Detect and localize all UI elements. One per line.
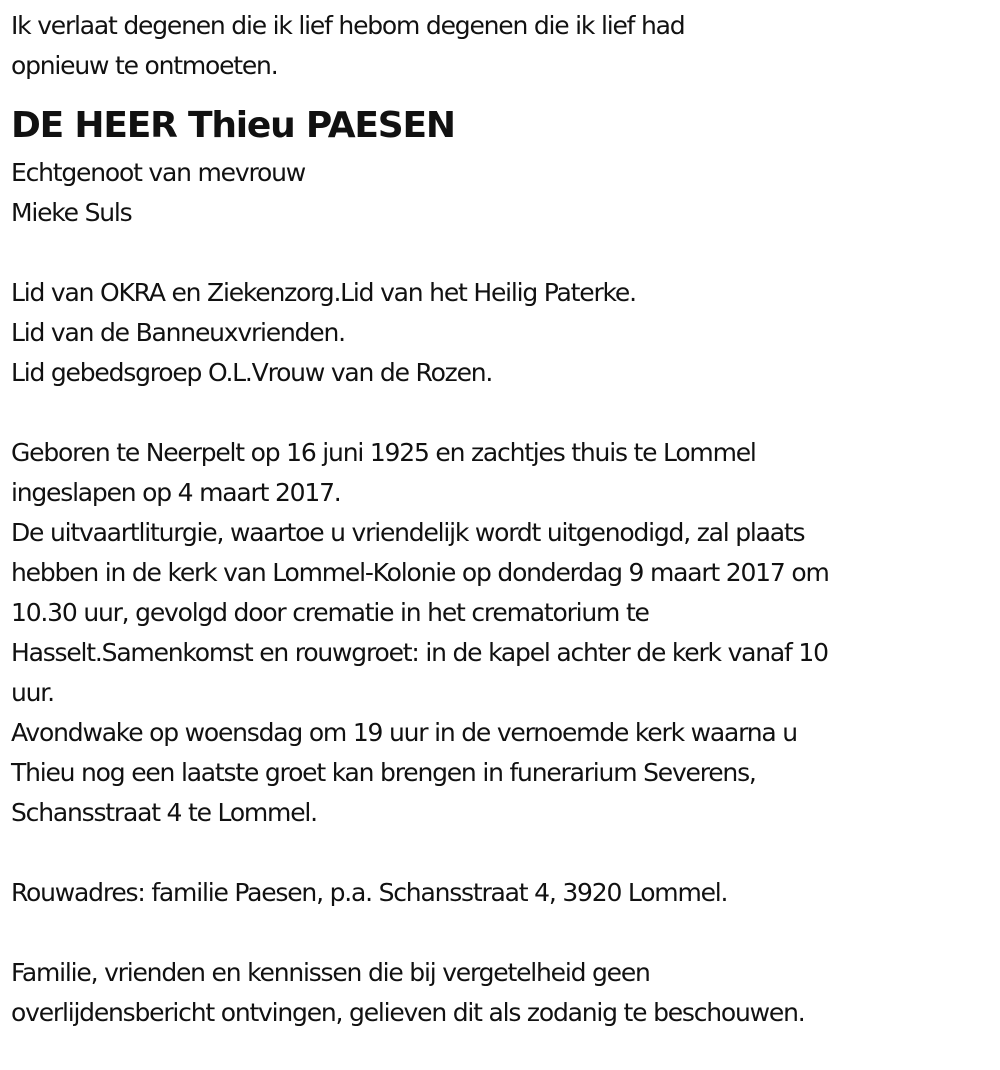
detail-line: ingeslapen op 4 maart 2017. <box>11 478 341 507</box>
membership-line: Lid van de Banneuxvrienden. <box>11 318 345 347</box>
detail-line: Geboren te Neerpelt op 16 juni 1925 en zachtjes thuis te Lommel <box>11 438 756 467</box>
spacer <box>11 393 990 433</box>
detail-line: hebben in de kerk van Lommel-Kolonie op donderdag 9 maart 2017 om <box>11 558 829 587</box>
deceased-name-heading: DE HEER Thieu PAESEN <box>11 105 455 146</box>
detail-line: 10.30 uur, gevolgd door crematie in het crematorium te <box>11 598 649 627</box>
mourning-address: Rouwadres: familie Paesen, p.a. Schansstraat 4, 3920 Lommel. <box>11 878 728 907</box>
spouse-line: Mieke Suls <box>11 198 132 227</box>
membership-line: Lid van OKRA en Ziekenzorg.Lid van het Heilig Paterke. <box>11 278 636 307</box>
spacer <box>11 913 990 953</box>
spacer <box>11 233 990 273</box>
details-block <box>11 433 990 833</box>
intro-quote <box>11 6 990 86</box>
closing-line: overlijdensbericht ontvingen, gelieven dit als zodanig te beschouwen. <box>11 998 805 1027</box>
closing-note <box>11 953 990 1033</box>
spouse-block <box>11 153 990 233</box>
intro-line: opnieuw te ontmoeten. <box>11 51 278 80</box>
membership-line: Lid gebedsgroep O.L.Vrouw van de Rozen. <box>11 358 493 387</box>
closing-line: Familie, vrienden en kennissen die bij vergetelheid geen <box>11 958 650 987</box>
memberships-block <box>11 273 990 393</box>
detail-line: Schansstraat 4 te Lommel. <box>11 798 317 827</box>
spacer <box>11 833 990 873</box>
detail-line: Thieu nog een laatste groet kan brengen in funerarium Severens, <box>11 758 756 787</box>
spouse-line: Echtgenoot van mevrouw <box>11 158 305 187</box>
intro-line: Ik verlaat degenen die ik lief hebom degenen die ik lief had <box>11 11 685 40</box>
detail-line: uur. <box>11 678 54 707</box>
detail-line: Hasselt.Samenkomst en rouwgroet: in de kapel achter de kerk vanaf 10 <box>11 638 828 667</box>
detail-line: De uitvaartliturgie, waartoe u vriendelijk wordt uitgenodigd, zal plaats <box>11 518 805 547</box>
detail-line: Avondwake op woensdag om 19 uur in de vernoemde kerk waarna u <box>11 718 797 747</box>
